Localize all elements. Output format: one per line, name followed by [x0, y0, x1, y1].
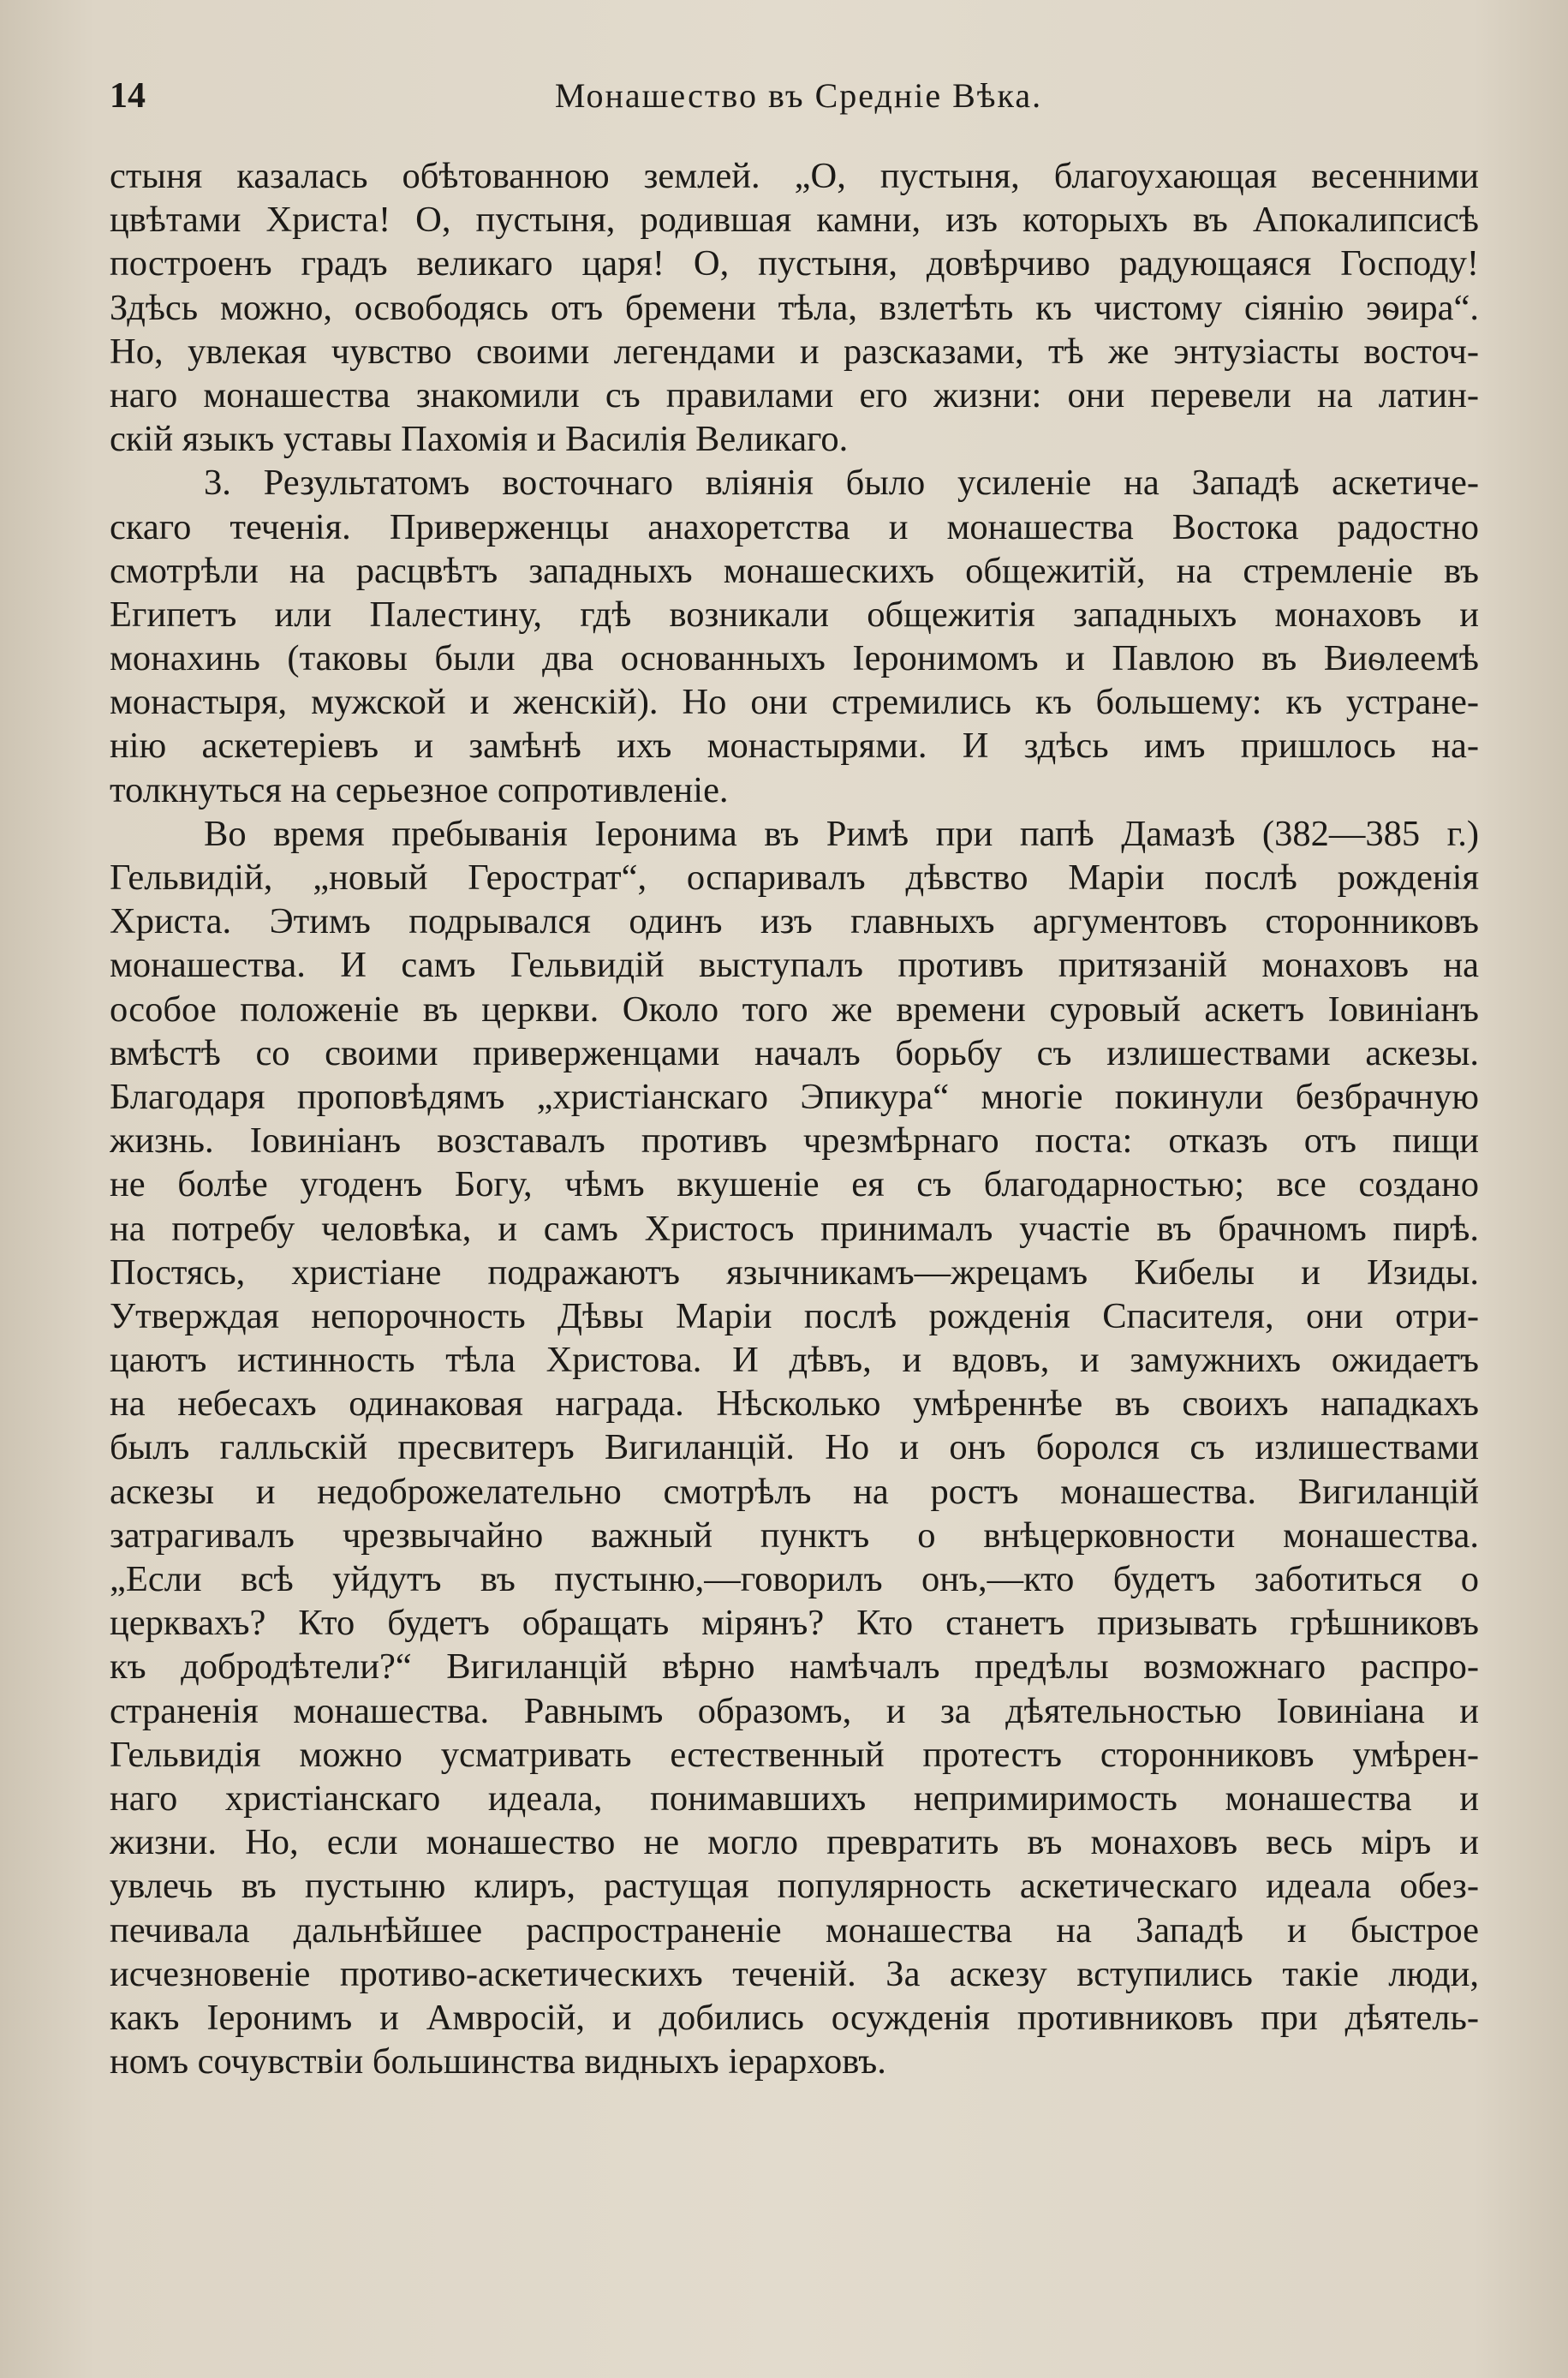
text-line: Постясь, христіане подражаютъ язычникамъ—жрецамъ Кибелы и Изиды.: [110, 1252, 1479, 1293]
text-line: монашества. И самъ Гельвидій выступалъ противъ притязаній монаховъ на: [110, 945, 1479, 986]
text-line: былъ галльскій пресвитеръ Вигиланцій. Но и онъ боролся съ излишествами: [110, 1427, 1479, 1468]
text-line: церквахъ? Кто будетъ обращать мірянъ? Кто станетъ призывать грѣшниковъ: [110, 1603, 1479, 1644]
text-line: какъ Іеронимъ и Амвросій, и добились осужденія противниковъ при дѣятель-: [110, 1997, 1479, 2038]
text-line: жизни. Но, если монашество не могло превратить въ монаховъ весь міръ и: [110, 1822, 1479, 1863]
text-line: наго христіанскаго идеала, понимавшихъ непримиримость монашества и: [110, 1778, 1479, 1819]
text-line: цаютъ истинность тѣла Христова. И дѣвъ, и вдовъ, и замужнихъ ожидаетъ: [110, 1340, 1479, 1381]
text-line: нію аскетеріевъ и замѣнѣ ихъ монастырями. И здѣсь имъ пришлось на-: [110, 726, 1479, 767]
text-line: Благодаря проповѣдямъ „христіанскаго Эпикура“ многіе покинули безбрачную: [110, 1076, 1479, 1117]
text-line: вмѣстѣ со своими приверженцами началъ борьбу съ излишествами аскезы.: [110, 1032, 1479, 1073]
text-line: особое положеніе въ церкви. Около того же времени суровый аскетъ Іовиніанъ: [110, 989, 1479, 1030]
text-line: „Если всѣ уйдутъ въ пустыню,—говорилъ онъ,—кто будетъ заботиться о: [110, 1559, 1479, 1599]
text-line: жизнь. Іовиніанъ возставалъ противъ чрезмѣрнаго поста: отказъ отъ пищи: [110, 1120, 1479, 1162]
page-number: 14: [110, 76, 146, 116]
text-line: аскезы и недоброжелательно смотрѣлъ на ростъ монашества. Вигиланцій: [110, 1471, 1479, 1512]
text-line: увлечь въ пустыню клиръ, растущая популярность аскетическаго идеала обез-: [110, 1866, 1479, 1907]
text-line: монахинь (таковы были два основанныхъ Іеронимомъ и Павлою въ Виѳлеемѣ: [110, 638, 1479, 679]
text-line: къ добродѣтели?“ Вигиланцій вѣрно намѣчалъ предѣлы возможнаго распро-: [110, 1646, 1479, 1688]
text-line: монастыря, мужской и женскій). Но они стремились къ большему: къ устране-: [110, 682, 1479, 723]
text-line: толкнуться на серьезное сопротивленіе.: [110, 769, 729, 810]
text-line: скій языкъ уставы Пахомія и Василія Великаго.: [110, 419, 849, 460]
page-header: [110, 75, 1479, 127]
text-line: страненія монашества. Равнымъ образомъ, и за дѣятельностью Іовиніана и: [110, 1690, 1479, 1731]
text-line: затрагивалъ чрезвычайно важный пунктъ о внѣцерковности монашества.: [110, 1515, 1479, 1556]
text-line: Гельвидія можно усматривать естественный протестъ сторонниковъ умѣрен-: [110, 1734, 1479, 1775]
text-line: Во время пребыванія Іеронима въ Римѣ при папѣ Дамазѣ (382—385 г.): [204, 813, 1479, 854]
text-line: Гельвидій, „новый Герострат“, оспаривалъ дѣвство Маріи послѣ рожденія: [110, 857, 1479, 898]
body-text: [110, 154, 1479, 2083]
text-line: Христа. Этимъ подрывался одинъ изъ главныхъ аргументовъ сторонниковъ: [110, 901, 1479, 942]
text-line: номъ сочувствіи большинства видныхъ іерарховъ.: [110, 2041, 886, 2082]
text-line: смотрѣли на расцвѣтъ западныхъ монашескихъ общежитій, на стремленіе въ: [110, 550, 1479, 591]
text-line: на небесахъ одинаковая награда. Нѣсколько умѣреннѣе въ своихъ нападкахъ: [110, 1383, 1479, 1425]
text-line: Здѣсь можно, освободясь отъ бремени тѣла, взлетѣть къ чистому сіянію эѳира“.: [110, 287, 1479, 328]
text-line: наго монашества знакомили съ правилами его жизни: они перевели на латин-: [110, 374, 1479, 415]
text-line: не болѣе угоденъ Богу, чѣмъ вкушеніе ея съ благодарностью; все создано: [110, 1164, 1479, 1205]
text-line: Но, увлекая чувство своими легендами и разсказами, тѣ же энтузіасты восточ-: [110, 331, 1479, 372]
text-line: 3. Результатомъ восточнаго вліянія было усиленіе на Западѣ аскетиче-: [204, 463, 1479, 504]
text-line: на потребу человѣка, и самъ Христосъ принималъ участіе въ брачномъ пирѣ.: [110, 1208, 1479, 1249]
text-line: печивала дальнѣйшее распространеніе монашества на Западѣ и быстрое: [110, 1909, 1479, 1951]
text-line: исчезновеніе противо-аскетическихъ теченій. За аскезу вступились такіе люди,: [110, 1953, 1479, 1994]
text-line: скаго теченія. Приверженцы анахоретства и монашества Востока радостно: [110, 506, 1479, 547]
running-title: Монашество въ Средніе Вѣка.: [554, 76, 1043, 115]
text-line: Утверждая непорочность Дѣвы Маріи послѣ рожденія Спасителя, они отри-: [110, 1295, 1479, 1336]
text-line: построенъ градъ великаго царя! О, пустыня, довѣрчиво радующаяся Господу!: [110, 243, 1479, 284]
text-line: стыня казалась обѣтованною землей. „О, пустыня, благоухающая весенними: [110, 156, 1479, 196]
text-line: цвѣтами Христа! О, пустыня, родившая камни, изъ которыхъ въ Апокалипсисѣ: [110, 200, 1479, 241]
text-line: Египетъ или Палестину, гдѣ возникали общежитія западныхъ монаховъ и: [110, 594, 1479, 635]
